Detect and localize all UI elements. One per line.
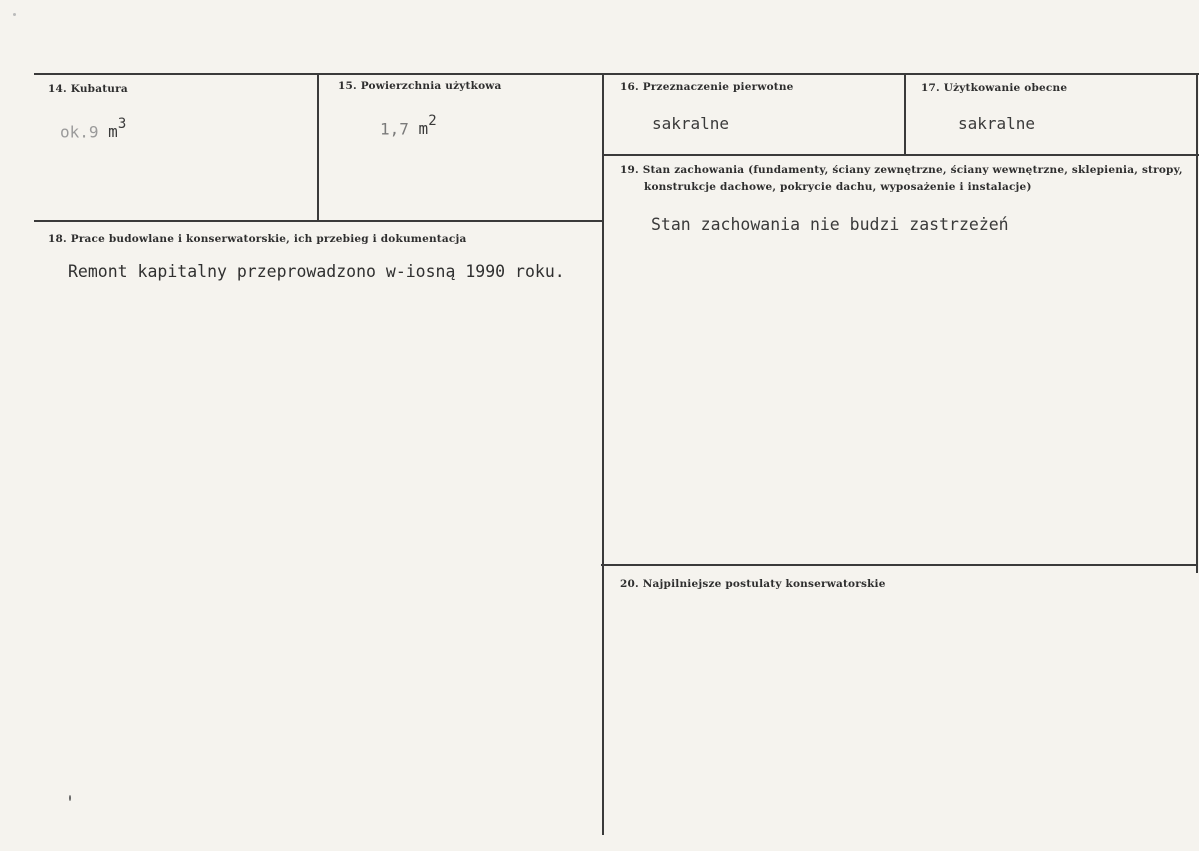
field-19-label-line1: 19. Stan zachowania (fundamenty, ściany zewnętrzne, ściany wewnętrzne, sklepienia, stropy,: [620, 164, 1183, 176]
field-18-value: Remont kapitalny przeprowadzono w-iosną 1990 roku.: [68, 262, 565, 281]
row1-right-divider: [603, 154, 1199, 156]
field-14-label: 14. Kubatura: [48, 83, 128, 95]
field-17-value: sakralne: [958, 114, 1036, 133]
paper-speck: [69, 795, 71, 801]
field-14-value: [60, 116, 127, 142]
field-16-label: 16. Przeznaczenie pierwotne: [620, 81, 794, 93]
row1-left-divider: [34, 220, 604, 222]
field-15-label: 15. Powierzchnia użytkowa: [338, 80, 502, 92]
right-border: [1196, 73, 1198, 573]
field-20-label: 20. Najpilniejsze postulaty konserwatorskie: [620, 578, 886, 590]
field-14-unit: $m^3$: [108, 116, 127, 142]
field-16-value: sakralne: [652, 114, 730, 133]
field-15-number: 1,7: [380, 119, 409, 139]
paper-speck: [13, 13, 16, 16]
field-15-unit: $m^2$: [418, 113, 437, 139]
center-divider: [602, 73, 604, 835]
field-18-label: 18. Prace budowlane i konserwatorskie, ich przebieg i dokumentacja: [48, 233, 467, 245]
field-19-value: Stan zachowania nie budzi zastrzeżeń: [651, 215, 1009, 234]
field-17-label: 17. Użytkowanie obecne: [921, 82, 1068, 94]
top-border: [34, 73, 1199, 75]
field-15-value: [380, 113, 437, 139]
field-19-label-line2: konstrukcje dachowe, pokrycie dachu, wyposażenie i instalacje): [644, 181, 1032, 193]
field-14-number: ok.9: [60, 122, 99, 142]
divider-14-15: [317, 73, 319, 221]
row19-bottom-divider: [601, 564, 1197, 566]
divider-16-17: [904, 73, 906, 155]
